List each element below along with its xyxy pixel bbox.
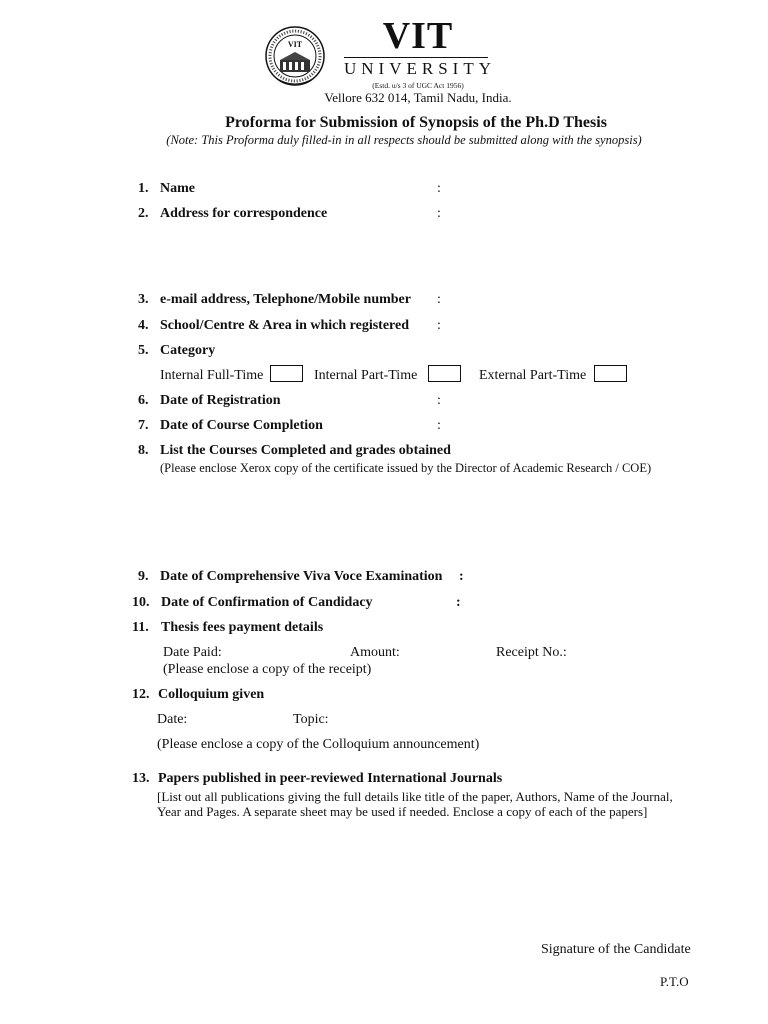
item-number-8: 8. [138, 443, 149, 458]
receipt-note: (Please enclose a copy of the receipt) [163, 662, 372, 677]
internal-part-time-label: Internal Part-Time [314, 368, 418, 383]
publications-note-line-1: [List out all publications giving the full details like title of the paper, Authors, Name of the Journal, [157, 789, 673, 804]
item-number-4: 4. [138, 318, 149, 333]
amount-label: Amount: [350, 645, 400, 660]
name-label: Name [160, 181, 195, 196]
candidacy-colon: : [456, 595, 461, 610]
colloquium-topic-label: Topic: [293, 712, 329, 727]
item-number-10: 10. [132, 595, 150, 610]
publications-label: Papers published in peer-reviewed International Journals [158, 771, 503, 786]
fees-label: Thesis fees payment details [161, 620, 324, 635]
item-number-7: 7. [138, 418, 149, 433]
university-logo-title: VIT [382, 15, 454, 57]
title-divider [344, 57, 488, 58]
internal-part-time-checkbox[interactable] [428, 365, 461, 382]
school-colon: : [437, 318, 441, 333]
pto-label: P.T.O [660, 974, 689, 989]
signature-label: Signature of the Candidate [541, 942, 691, 957]
form-note: (Note: This Proforma duly filled-in in all respects should be submitted along with the synopsis) [166, 133, 642, 147]
item-number-13: 13. [132, 771, 150, 786]
item-number-3: 3. [138, 292, 149, 307]
viva-voce-colon: : [459, 569, 464, 584]
candidacy-label: Date of Confirmation of Candidacy [161, 595, 373, 610]
form-title: Proforma for Submission of Synopsis of the Ph.D Thesis [225, 114, 607, 131]
receipt-number-label: Receipt No.: [496, 645, 567, 660]
courses-note: (Please enclose Xerox copy of the certificate issued by the Director of Academic Research / COE) [160, 461, 652, 475]
publications-note-line-2: Year and Pages. A separate sheet may be used if needed. Enclose a copy of each of the papers] [157, 804, 648, 819]
name-colon: : [437, 181, 441, 196]
registration-date-label: Date of Registration [160, 393, 281, 408]
item-number-11: 11. [132, 620, 149, 635]
external-part-time-label: External Part-Time [479, 368, 587, 383]
establishment-text: (Estd. u/s 3 of UGC Act 1956) [372, 81, 464, 90]
external-part-time-checkbox[interactable] [594, 365, 627, 382]
item-number-6: 6. [138, 393, 149, 408]
seal-text: VIT [287, 40, 303, 49]
course-completion-label: Date of Course Completion [160, 418, 323, 433]
item-number-5: 5. [138, 343, 149, 358]
course-completion-colon: : [437, 418, 441, 433]
address-label: Address for correspondence [160, 206, 328, 221]
internal-full-time-checkbox[interactable] [270, 365, 303, 382]
contact-label: e-mail address, Telephone/Mobile number [160, 292, 411, 307]
item-number-9: 9. [138, 569, 149, 584]
item-number-12: 12. [132, 687, 150, 702]
university-subtitle: UNIVERSITY [344, 59, 496, 78]
colloquium-date-label: Date: [157, 712, 188, 727]
colloquium-label: Colloquium given [158, 687, 265, 702]
internal-full-time-label: Internal Full-Time [160, 368, 264, 383]
school-label: School/Centre & Area in which registered [160, 318, 409, 333]
colloquium-note: (Please enclose a copy of the Colloquium announcement) [157, 737, 480, 752]
address-colon: : [437, 206, 441, 221]
contact-colon: : [437, 292, 441, 307]
viva-voce-label: Date of Comprehensive Viva Voce Examination [160, 569, 443, 584]
university-seal-logo [264, 24, 326, 92]
date-paid-label: Date Paid: [163, 645, 222, 660]
item-number-1: 1. [138, 181, 149, 196]
registration-date-colon: : [437, 393, 441, 408]
category-label: Category [160, 343, 216, 358]
item-number-2: 2. [138, 206, 149, 221]
courses-label: List the Courses Completed and grades obtained [160, 443, 451, 458]
university-address: Vellore 632 014, Tamil Nadu, India. [324, 90, 512, 105]
